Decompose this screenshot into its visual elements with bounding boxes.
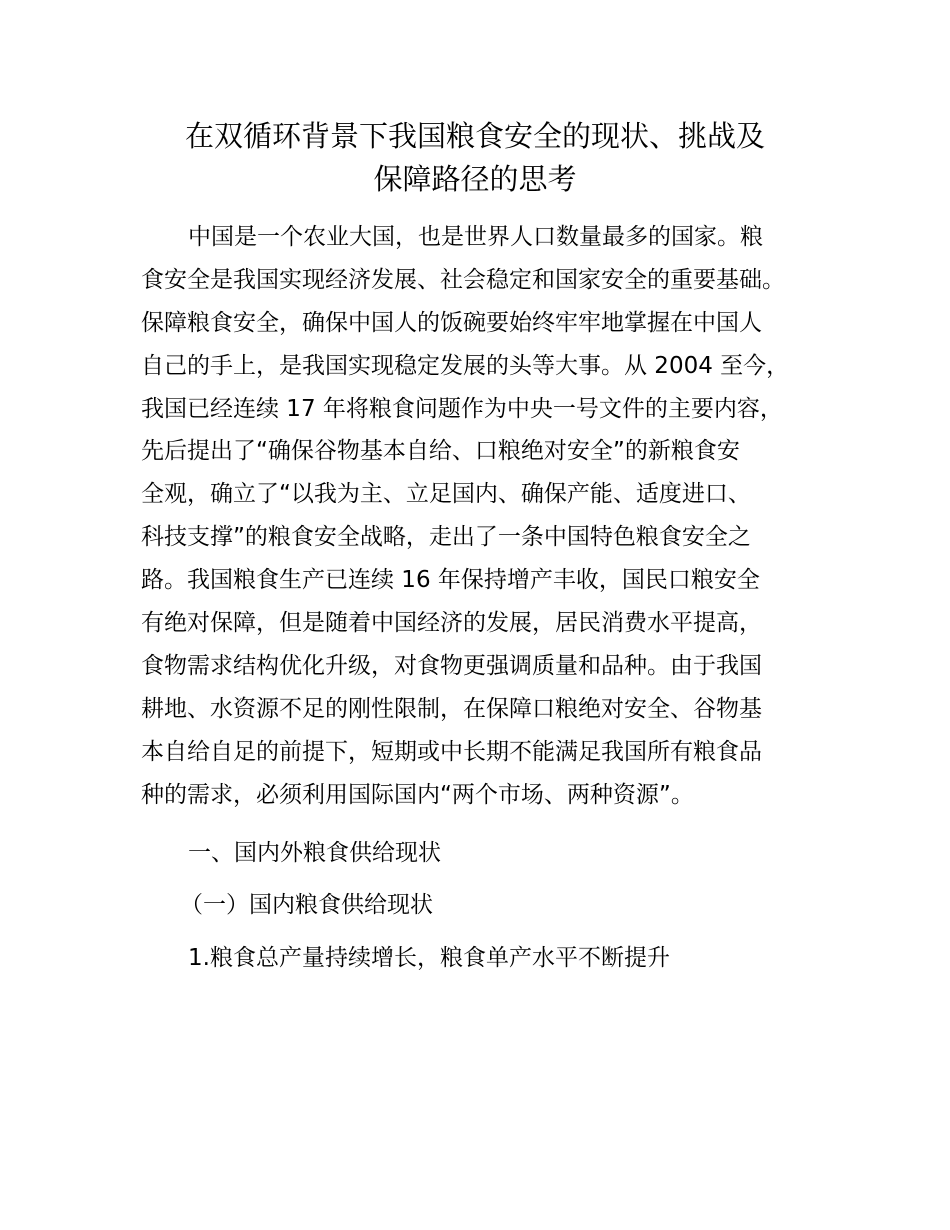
paragraph-line: 科技支撑”的粮食安全战略，走出了一条中国特色粮食安全之 — [141, 524, 751, 551]
paragraph-line: 耕地、水资源不足的刚性限制，在保障口粮绝对安全、谷物基 — [141, 695, 762, 722]
intro-paragraph — [141, 216, 841, 816]
paragraph-line: 有绝对保障，但是随着中国经济的发展，居民消费水平提高， — [141, 610, 762, 637]
paragraph-line: 全观，确立了“以我为主、立足国内、确保产能、适度进口、 — [141, 481, 751, 508]
document-title-line-2: 保障路径的思考 — [373, 162, 577, 196]
item-heading: 1.粮食总产量持续增长，粮食单产水平不断提升 — [188, 945, 670, 971]
document-title-line-1: 在双循环背景下我国粮食安全的现状、挑战及 — [184, 119, 765, 153]
paragraph-line: 种的需求，必须利用国际国内“两个市场、两种资源”。 — [141, 781, 694, 808]
paragraph-line: 路。我国粮食生产已连续 16 年保持增产丰收，国民口粮安全 — [141, 567, 760, 594]
section-heading: 一、国内外粮食供给现状 — [188, 840, 441, 866]
paragraph-line: 食物需求结构优化升级，对食物更强调质量和品种。由于我国 — [141, 652, 762, 679]
paragraph-line: 自己的手上，是我国实现稳定发展的头等大事。从 2004 至今， — [141, 352, 790, 379]
subsection-heading: （一）国内粮食供给现状 — [180, 892, 433, 918]
paragraph-line: 我国已经连续 17 年将粮食问题作为中央一号文件的主要内容， — [141, 395, 783, 422]
paragraph-line: 先后提出了“确保谷物基本自给、口粮绝对安全”的新粮食安 — [141, 438, 740, 465]
paragraph-line: 食安全是我国实现经济发展、社会稳定和国家安全的重要基础。 — [141, 266, 785, 293]
paragraph-line: 保障粮食安全，确保中国人的饭碗要始终牢牢地掌握在中国人 — [141, 309, 762, 336]
paragraph-line: 中国是一个农业大国，也是世界人口数量最多的国家。粮 — [188, 224, 763, 250]
paragraph-line: 本自给自足的前提下，短期或中长期不能满足我国所有粮食品 — [141, 738, 762, 765]
